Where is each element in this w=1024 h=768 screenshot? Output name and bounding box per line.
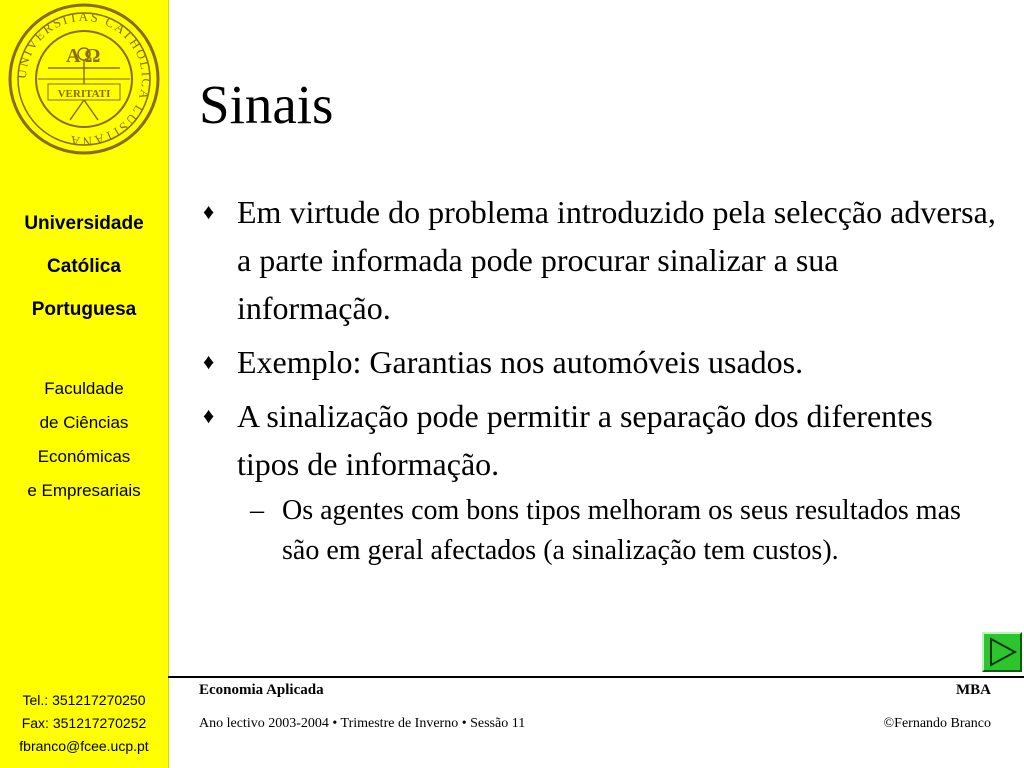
university-line-3: Portuguesa [31, 299, 137, 320]
bullet-item [200, 188, 1000, 332]
diamond-bullet-icon: ♦ [203, 403, 215, 428]
contact-fax: Fax: 351217270252 [21, 715, 147, 731]
bullet-item [200, 392, 1000, 488]
contact-email: fbranco@fcee.ucp.pt [19, 738, 149, 754]
faculty-line-4: e Empresariais [27, 481, 141, 500]
slide-title: Sinais [199, 74, 334, 135]
footer-row-bottom [199, 714, 991, 734]
contact-phone: Tel.: 351217270250 [22, 692, 146, 708]
program-name: MBA [956, 682, 991, 698]
course-name: Economia Aplicada [199, 682, 324, 698]
footer-divider [168, 676, 1024, 678]
author-credit: ©Fernando Branco [883, 716, 991, 731]
sub-bullet-item [200, 491, 1000, 571]
contact-info [0, 689, 168, 758]
session-info: Ano lectivo 2003-2004 • Trimestre de Inverno • Sessão 11 [199, 716, 526, 731]
university-line-2: Católica [47, 256, 121, 277]
bullet-item [200, 338, 1000, 386]
play-triangle-icon [984, 634, 1020, 670]
dash-bullet-icon: – [250, 495, 264, 526]
slide-content [200, 188, 1000, 571]
university-seal-logo [8, 2, 160, 156]
sidebar [0, 0, 169, 768]
bullet-text: A sinalização pode permitir a separação dos diferentes tipos de informação. [237, 398, 933, 482]
faculty-line-1: Faculdade [44, 379, 124, 398]
faculty-line-3: Económicas [37, 447, 131, 466]
faculty-name [0, 372, 168, 508]
faculty-line-2: de Ciências [39, 413, 129, 432]
university-name [0, 202, 168, 331]
bullet-text: Em virtude do problema introduzido pela selecção adversa, a parte informada pode procurar sinalizar a sua informação. [237, 194, 996, 326]
seal-alpha-omega: A Ω [66, 45, 101, 67]
footer [199, 680, 991, 734]
seal-motto: VERITATI [57, 88, 111, 100]
sub-bullet-text: Os agentes com bons tipos melhoram os seus resultados mas são em geral afectados (a sinalização tem custos). [282, 495, 961, 566]
seal-ring-text: UNIVERSITAS CATHOLICA LUSITANA [13, 8, 155, 150]
university-line-1: Universidade [24, 213, 144, 234]
diamond-bullet-icon: ♦ [203, 199, 215, 224]
diamond-bullet-icon: ♦ [203, 349, 215, 374]
bullet-text: Exemplo: Garantias nos automóveis usados. [237, 344, 804, 380]
next-slide-button[interactable] [982, 632, 1022, 672]
footer-row-top [199, 680, 991, 700]
